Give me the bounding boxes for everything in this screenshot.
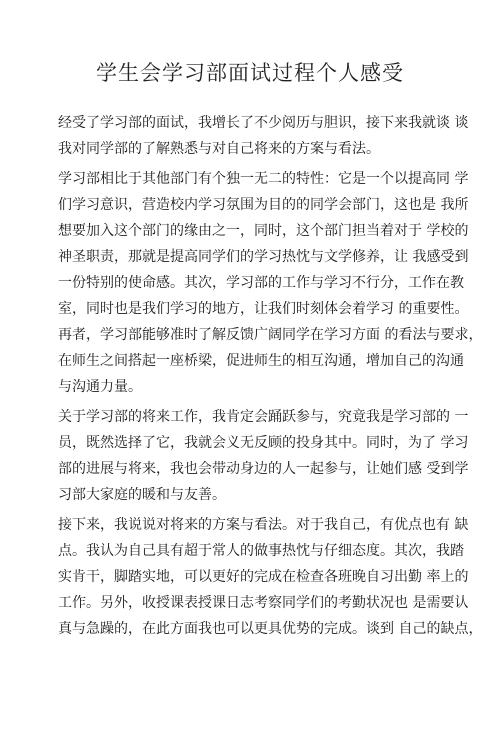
paragraph-line: 经受了学习部的面试，我增长了不少阅历与胆识，接下来我就谈 谈 [58,115,469,131]
paragraph-line: 部的进展与将来，我也会带动身边的人一起参与，让她们感 受到学 [58,461,469,477]
paragraph-line: 员，既然选择了它，我就会义无反顾的投身其中。同时，为了 学习 [58,435,469,451]
paragraph-line: 神圣职责，那就是提高同学们的学习热忱与文学修养，让 我感受到 [58,249,469,265]
paragraph-line: 再者，学习部能够准时了解反馈广阔同学在学习方面 的看法与要求， [58,327,483,343]
paragraph-line: 接下来，我说说对将来的方案与看法。对于我自己，有优点也有 缺 [58,517,469,533]
paragraph-line: 点。我认为自己具有超于常人的做事热忱与仔细态度。其次，我踏 [58,543,464,559]
paragraph-line: 一份特别的使命感。其次，学习部的工作与学习不行分，工作在教 [58,275,464,291]
paragraph-line: 们学习意识，营造校内学习氛围为目的的同学会部门，这也是 我所 [58,197,469,213]
paragraph-line: 工作。另外，收授课表授课日志考察同学们的考勤状况也 是需要认 [58,595,469,611]
paragraph-line: 与沟通力量。 [58,379,142,395]
paragraph-line: 想要加入这个部门的缘由之一，同时，这个部门担当着对于 学校的 [58,223,469,239]
paragraph-line: 在师生之间搭起一座桥梁，促进师生的相互沟通，增加自己的沟通 [58,353,464,369]
paragraph-line: 学习部相比于其他部门有个独一无二的特性：它是一个以提高同 学 [58,171,469,187]
paragraph-line: 实肯干，脚踏实地，可以更好的完成在检查各班晚自习出勤 率上的 [58,569,469,585]
paragraph-line: 真与急躁的，在此方面我也可以更具优势的完成。谈到 自己的缺点， [58,621,483,637]
paragraph-line: 室，同时也是我们学习的地方，让我们时刻体会着学习 的重要性。 [58,301,469,317]
paragraph-line: 习部大家庭的暖和与友善。 [58,487,226,503]
paragraph-line: 关于学习部的将来工作，我肯定会踊跃参与，究竟我是学习部的 一 [58,409,469,425]
document-title: 学生会学习部面试过程个人感受 [96,61,404,85]
paragraph-line: 我对同学部的了解熟悉与对自己将来的方案与看法。 [58,141,380,157]
